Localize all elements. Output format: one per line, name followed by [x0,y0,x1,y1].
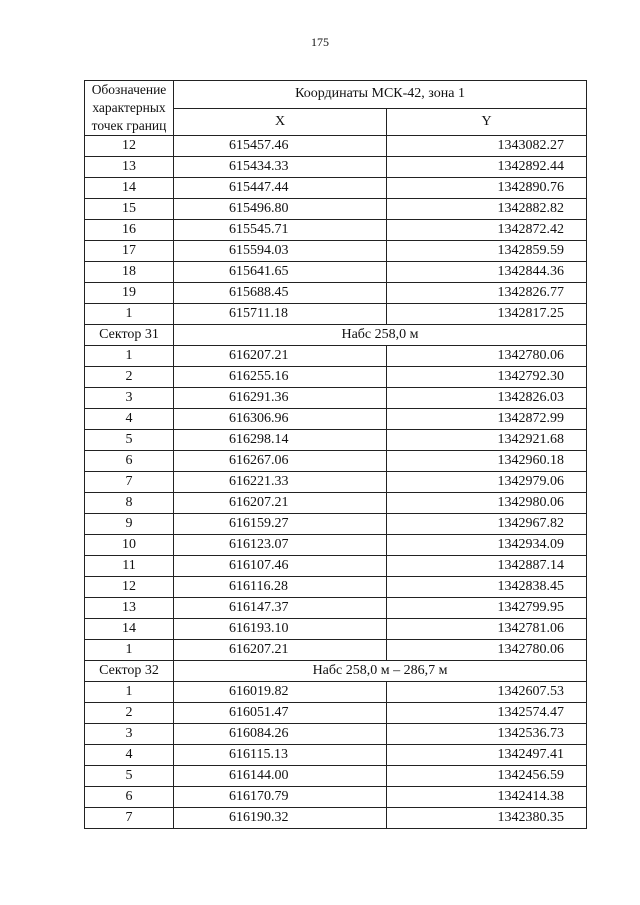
sector-row [85,325,587,346]
point-number: 13 [85,598,174,619]
point-number: 1 [85,346,174,367]
coord-y: 1342838.45 [387,577,587,598]
table-row [85,178,587,199]
coord-x: 615457.46 [174,136,387,157]
table-row [85,577,587,598]
coord-x: 615594.03 [174,241,387,262]
coord-x: 615545.71 [174,220,387,241]
coord-x: 616123.07 [174,535,387,556]
table-row [85,766,587,787]
coord-y: 1342980.06 [387,493,587,514]
coord-y: 1342536.73 [387,724,587,745]
page-number: 175 [311,35,329,49]
table-row [85,430,587,451]
table-row [85,745,587,766]
coord-y: 1342979.06 [387,472,587,493]
coord-x: 616190.32 [174,808,387,829]
table-row [85,682,587,703]
coord-y: 1342607.53 [387,682,587,703]
coord-y: 1342799.95 [387,598,587,619]
table-row [85,199,587,220]
coord-x: 615447.44 [174,178,387,199]
table-row [85,451,587,472]
coord-x: 615641.65 [174,262,387,283]
header-point-designation: Обозначение характерных точек границ [85,81,174,136]
table-row [85,619,587,640]
coord-x: 616051.47 [174,703,387,724]
coord-y: 1342380.35 [387,808,587,829]
point-number: 19 [85,283,174,304]
table-row [85,157,587,178]
point-number: 14 [85,619,174,640]
coord-y: 1342792.30 [387,367,587,388]
header-x: X [174,108,387,136]
coord-x: 616221.33 [174,472,387,493]
table-row [85,640,587,661]
table-body [85,136,587,829]
table-row [85,283,587,304]
header-coordinate-system: Координаты МСК-42, зона 1 [174,81,587,109]
table-row [85,514,587,535]
point-number: 1 [85,640,174,661]
coord-x: 615688.45 [174,283,387,304]
point-number: 18 [85,262,174,283]
table-row [85,808,587,829]
table-row [85,535,587,556]
table-row [85,493,587,514]
coord-y: 1342921.68 [387,430,587,451]
point-number: 9 [85,514,174,535]
coord-y: 1343082.27 [387,136,587,157]
table-row [85,262,587,283]
coord-y: 1342934.09 [387,535,587,556]
point-number: 11 [85,556,174,577]
coord-y: 1342859.59 [387,241,587,262]
coord-x: 616291.36 [174,388,387,409]
sector-label: Сектор 31 [85,325,174,346]
point-number: 12 [85,136,174,157]
coord-y: 1342574.47 [387,703,587,724]
coord-y: 1342872.99 [387,409,587,430]
coord-y: 1342826.77 [387,283,587,304]
point-number: 5 [85,766,174,787]
point-number: 1 [85,304,174,325]
point-number: 1 [85,682,174,703]
coord-x: 616147.37 [174,598,387,619]
point-number: 10 [85,535,174,556]
coord-y: 1342960.18 [387,451,587,472]
point-number: 12 [85,577,174,598]
coord-x: 616207.21 [174,493,387,514]
coord-y: 1342887.14 [387,556,587,577]
table-row [85,304,587,325]
coord-y: 1342414.38 [387,787,587,808]
header-y: Y [387,108,587,136]
table-row [85,367,587,388]
sector-height: Набс 258,0 м – 286,7 м [174,661,587,682]
point-number: 7 [85,808,174,829]
coord-x: 616267.06 [174,451,387,472]
coord-y: 1342781.06 [387,619,587,640]
coord-x: 616207.21 [174,346,387,367]
coord-x: 615434.33 [174,157,387,178]
coord-x: 616116.28 [174,577,387,598]
point-number: 2 [85,367,174,388]
coordinates-table [84,80,587,829]
coord-x: 616019.82 [174,682,387,703]
point-number: 13 [85,157,174,178]
table-header-row [85,81,587,109]
point-number: 2 [85,703,174,724]
table-row [85,220,587,241]
coord-x: 616115.13 [174,745,387,766]
table-row [85,556,587,577]
table-row [85,409,587,430]
coord-x: 616207.21 [174,640,387,661]
coord-x: 616306.96 [174,409,387,430]
table-row [85,136,587,157]
coord-x: 616170.79 [174,787,387,808]
coord-y: 1342817.25 [387,304,587,325]
coord-y: 1342892.44 [387,157,587,178]
table-row [85,388,587,409]
table-row [85,703,587,724]
point-number: 3 [85,724,174,745]
table-row [85,787,587,808]
coord-y: 1342872.42 [387,220,587,241]
coord-y: 1342456.59 [387,766,587,787]
coord-y: 1342967.82 [387,514,587,535]
coord-x: 616084.26 [174,724,387,745]
table-row [85,346,587,367]
coord-y: 1342890.76 [387,178,587,199]
point-number: 5 [85,430,174,451]
table-row [85,241,587,262]
point-number: 7 [85,472,174,493]
point-number: 3 [85,388,174,409]
point-number: 4 [85,409,174,430]
point-number: 15 [85,199,174,220]
coord-x: 616144.00 [174,766,387,787]
point-number: 6 [85,787,174,808]
point-number: 4 [85,745,174,766]
point-number: 16 [85,220,174,241]
coord-x: 615496.80 [174,199,387,220]
coord-x: 616255.16 [174,367,387,388]
coord-y: 1342844.36 [387,262,587,283]
point-number: 6 [85,451,174,472]
coord-y: 1342780.06 [387,346,587,367]
point-number: 14 [85,178,174,199]
coord-y: 1342780.06 [387,640,587,661]
coord-y: 1342882.82 [387,199,587,220]
table-row [85,472,587,493]
table-row [85,724,587,745]
point-number: 8 [85,493,174,514]
coord-x: 616159.27 [174,514,387,535]
coord-y: 1342497.41 [387,745,587,766]
coord-y: 1342826.03 [387,388,587,409]
point-number: 17 [85,241,174,262]
sector-label: Сектор 32 [85,661,174,682]
coord-x: 615711.18 [174,304,387,325]
table-row [85,598,587,619]
coord-x: 616298.14 [174,430,387,451]
sector-row [85,661,587,682]
sector-height: Набс 258,0 м [174,325,587,346]
coord-x: 616107.46 [174,556,387,577]
coord-x: 616193.10 [174,619,387,640]
